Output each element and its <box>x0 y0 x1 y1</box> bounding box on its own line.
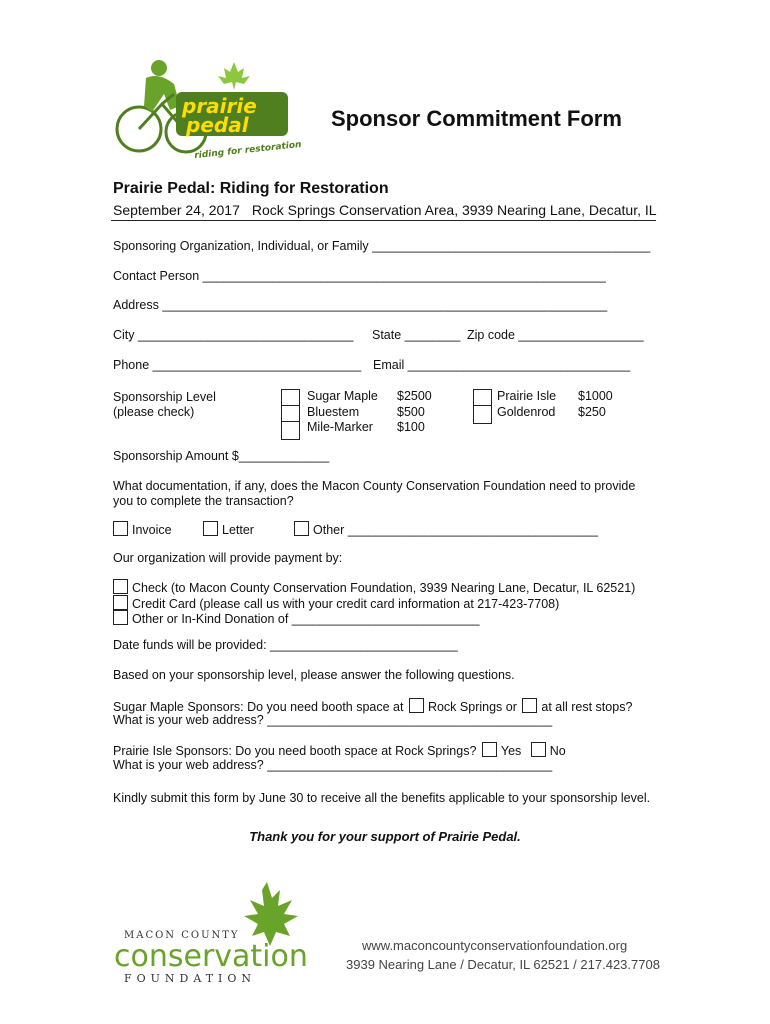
date-funds-field[interactable]: Date funds will be provided: ___________________________ <box>113 638 458 652</box>
sponsorship-label: Sponsorship Level <box>113 390 216 404</box>
logo-foundation: FOUNDATION <box>124 972 257 985</box>
contact-field[interactable]: Contact Person __________________________________________________________ <box>113 269 606 283</box>
level-goldenrod: Goldenrod <box>497 404 556 419</box>
sponsorship-level-label <box>113 390 216 420</box>
amount-sugar-maple: $2500 <box>397 389 432 403</box>
prairie-isle-question <box>113 742 566 758</box>
email-field[interactable]: Email ________________________________ <box>373 358 631 372</box>
amount-goldenrod: $250 <box>578 404 606 419</box>
checkbox-rock-springs[interactable] <box>409 698 424 713</box>
divider <box>111 220 656 221</box>
city-field[interactable]: City _______________________________ <box>113 328 354 342</box>
conservation-foundation-logo-graphic <box>112 880 322 990</box>
event-date: September 24, 2017 <box>113 202 240 218</box>
thank-you-note: Thank you for your support of Prairie Pedal. <box>249 829 521 844</box>
footer-website[interactable]: www.maconcountyconservationfoundation.org <box>362 938 628 953</box>
levels-right <box>497 389 556 420</box>
payment-intro: Our organization will provide payment by: <box>113 551 343 565</box>
yes-label: Yes <box>500 744 522 758</box>
phone-field[interactable]: Phone ______________________________ <box>113 358 362 372</box>
address-field[interactable]: Address ________________________________________________________________ <box>113 298 608 312</box>
sponsorship-hint: (please check) <box>113 405 195 419</box>
levels-left <box>307 389 378 436</box>
checkbox-mile-marker[interactable] <box>281 421 300 440</box>
option-letter[interactable] <box>203 521 254 537</box>
checkbox-yes[interactable] <box>482 742 497 757</box>
level-prairie-isle: Prairie Isle <box>497 389 557 403</box>
sponsorship-amount-field[interactable]: Sponsorship Amount $_____________ <box>113 449 330 463</box>
logo-word-prairie: prairie <box>182 94 257 118</box>
logo-conservation: conservation <box>114 939 308 974</box>
rock-springs-label: Rock Springs or <box>427 700 517 714</box>
event-name: Prairie Pedal: Riding for Restoration <box>113 180 389 197</box>
sugar-maple-question-text: Sugar Maple Sponsors: Do you need booth space at <box>113 700 404 714</box>
questions-intro: Based on your sponsorship level, please answer the following questions. <box>113 668 515 682</box>
sugar-maple-web-field[interactable]: What is your web address? _________________________________________ <box>113 713 553 727</box>
event-details <box>113 202 657 218</box>
logo-tagline: riding for restoration <box>193 139 302 162</box>
checkbox-rest-stops[interactable] <box>522 698 537 713</box>
option-check[interactable] <box>113 579 635 595</box>
state-field[interactable]: State ________ <box>372 328 461 342</box>
checkbox-credit-card[interactable] <box>113 595 128 610</box>
submit-instructions: Kindly submit this form by June 30 to receive all the benefits applicable to your sponsorship level. <box>113 791 651 805</box>
checkbox-goldenrod[interactable] <box>473 405 492 424</box>
amount-prairie-isle: $1000 <box>578 389 613 403</box>
checkbox-check[interactable] <box>113 579 128 594</box>
no-label: No <box>549 744 566 758</box>
prairie-isle-question-text: Prairie Isle Sponsors: Do you need booth space at Rock Springs? <box>113 744 477 758</box>
amounts-left <box>397 389 432 436</box>
option-credit-card[interactable] <box>113 595 559 611</box>
amounts-right <box>578 389 613 420</box>
rest-stops-label: at all rest stops? <box>541 700 633 714</box>
invoice-label: Invoice <box>132 523 172 537</box>
checkbox-invoice[interactable] <box>113 521 128 536</box>
amount-bluestem: $500 <box>397 404 425 419</box>
documentation-question-cont: you to complete the transaction? <box>113 494 294 508</box>
checkbox-other-doc[interactable] <box>294 521 309 536</box>
level-mile-marker: Mile-Marker <box>307 420 373 434</box>
logo-macon-county: MACON COUNTY <box>124 930 240 941</box>
prairie-pedal-logo <box>104 54 304 166</box>
option-in-kind[interactable] <box>113 610 480 626</box>
other-doc-label: Other ____________________________________ <box>313 523 599 537</box>
letter-label: Letter <box>222 523 254 537</box>
sugar-maple-question <box>113 698 632 714</box>
page-title: Sponsor Commitment Form <box>331 106 622 131</box>
cyclist-logo-graphic <box>104 54 304 166</box>
checkbox-letter[interactable] <box>203 521 218 536</box>
organization-field[interactable]: Sponsoring Organization, Individual, or Family ________________________________________ <box>113 239 651 253</box>
checkbox-no[interactable] <box>531 742 546 757</box>
level-bluestem: Bluestem <box>307 404 360 419</box>
option-invoice[interactable] <box>113 521 172 537</box>
documentation-question: What documentation, if any, does the Macon County Conservation Foundation need to provide <box>113 479 636 493</box>
amount-mile-marker: $100 <box>397 420 425 434</box>
credit-card-label: Credit Card (please call us with your credit card information at 217-423-7708) <box>132 597 560 611</box>
prairie-isle-web-field[interactable]: What is your web address? _________________________________________ <box>113 758 553 772</box>
in-kind-label: Other or In-Kind Donation of ___________________________ <box>132 612 480 626</box>
zip-field[interactable]: Zip code __________________ <box>467 328 644 342</box>
option-other[interactable] <box>294 521 598 537</box>
logo-word-pedal: pedal <box>186 113 249 137</box>
checkbox-in-kind[interactable] <box>113 610 128 625</box>
macon-county-logo <box>112 880 322 990</box>
check-label: Check (to Macon County Conservation Foundation, 3939 Nearing Lane, Decatur, IL 62521) <box>132 581 636 595</box>
footer-address: 3939 Nearing Lane / Decatur, IL 62521 / 217.423.7708 <box>346 957 660 972</box>
level-sugar-maple: Sugar Maple <box>307 389 378 403</box>
event-location: Rock Springs Conservation Area, 3939 Nearing Lane, Decatur, IL <box>251 202 657 218</box>
